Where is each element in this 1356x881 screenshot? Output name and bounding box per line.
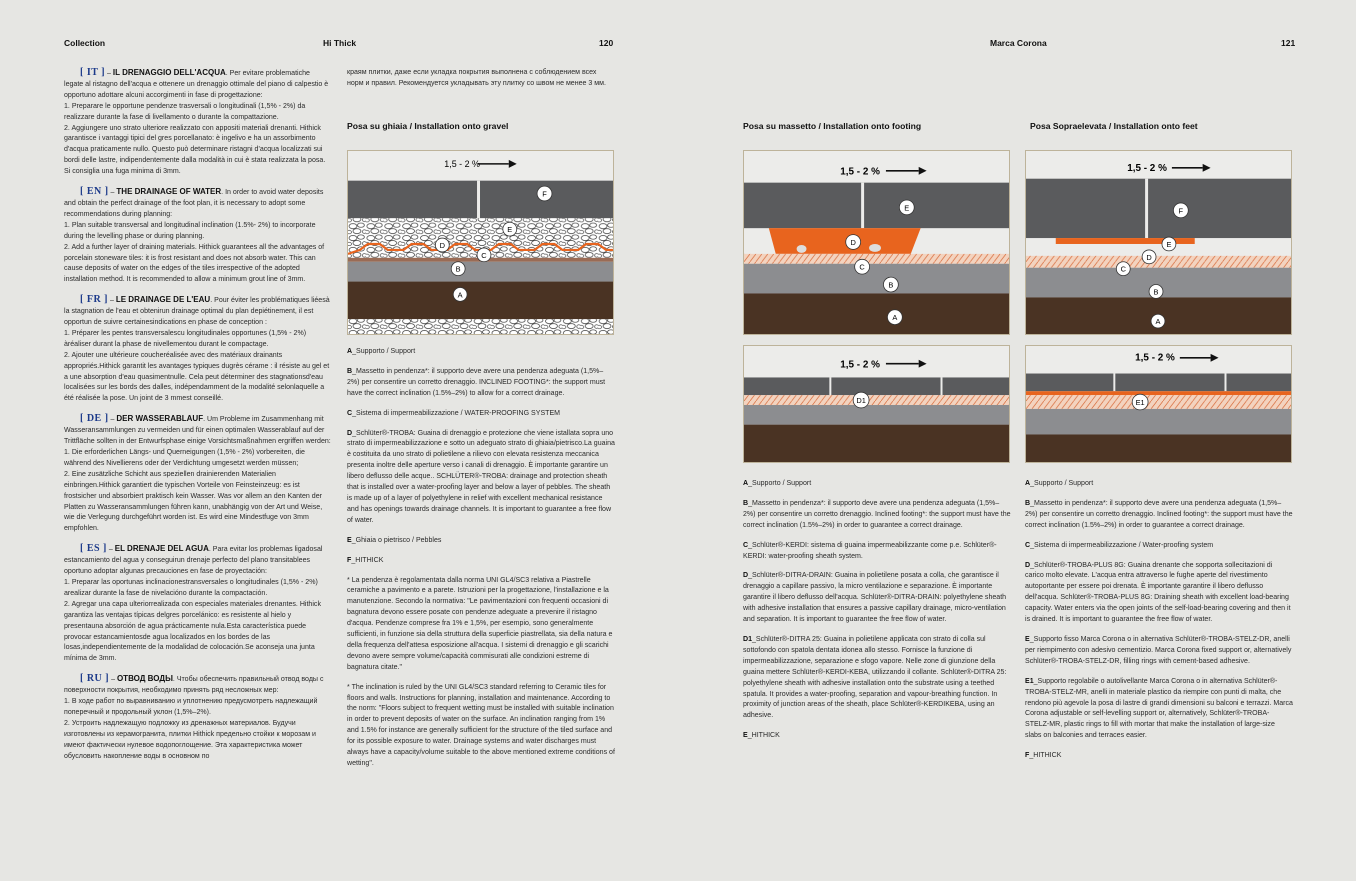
legend-item-e: E_Ghiaia o pietrisco / Pebbles — [347, 536, 442, 544]
marker-e1 — [1132, 394, 1148, 410]
legend-item-c: C_Sistema di impermeabilizzazione / WATER-PROOFING SYSTEM — [347, 409, 561, 417]
svg-text:F: F — [1178, 206, 1184, 216]
heading-en: THE DRAINAGE OF WATER — [116, 187, 222, 197]
svg-text:B: B — [455, 264, 461, 274]
legend-item-a: A_Supporto / Support — [1025, 480, 1094, 487]
section-es: [ ES ] – EL DRENAJE DEL AGUA. Para evitar los problemas ligadosal estancamiento del agua y conseguirun drenaje perfecto del plano transitablees oportuno adoptar algunas precauciones en fase de proyectación: 1. Preparar las oportunas inclinacionestransversales o longitudinales (1,5% - 2%) arealizar durante la fase de nivelacióno durante la compactación. 2. Agregar una capa ulteriorrealizada con especiales materiales drenantes. Hithick garantiza las ventajas típicas delgres porcelánico: es resistente al hielo y presentauna absorción de agua prácticamente nula.Esta característica puede provocar estancamientosde agua localizados en los bordes de las losas,independientemente de la modalidad de colocación.Se aconseja una junta mínima de 3mm. — [64, 544, 331, 665]
svg-text:C: C — [1120, 264, 1126, 274]
marker-e — [503, 222, 517, 236]
svg-text:E: E — [1166, 239, 1172, 249]
legend-item-b: B_Massetto in pendenza*: il supporto deve avere una pendenza adeguata (1,5%–2%) per consentire un corretto drenaggio. INCLINED FOOTING*: the support must have the correct inclination (1.5%–2%) to allow for a correct drainage. — [347, 367, 606, 397]
slope-label: 1,5 - 2 % — [1127, 162, 1167, 174]
heading-ru: ОТВОД ВОДЫ — [116, 674, 173, 684]
svg-text:B: B — [1153, 287, 1159, 297]
legend-feet — [1025, 479, 1293, 771]
footnote-it: * La pendenza è regolamentata dalla norma UNI GL4/SC3 relativa a Piastrelle ceramiche a pavimento e a parete. Istruzioni per la progettazione, l'installazione e la manutenzione. Secondo la normativa: "Le pavimentazioni con frequenti occasioni di bagnatura devono essere posate con pendenze adeguate a prevenire il ristagno d'acqua. Pendenze comprese fra 1% e 1,5%, per esempio, sono generalmente sufficienti, in funzione sia della struttura della superficie piastrellata, sia della natura e della frequenza dell'attesa esposizione all'acqua. I sistemi di drenaggio e gli scarichi devono avere sempre volume/capacità commisurati alle condizioni estreme di bagnatura citate." — [347, 576, 613, 671]
svg-text:A: A — [892, 313, 898, 323]
legend-gravel — [347, 347, 615, 779]
intro-ru: . Чтобы обеспечить правильный отвод воды с поверхности покрытия, необходимо принять ряд несложных мер: — [64, 676, 324, 695]
diagram-footing-ditra — [743, 345, 1010, 463]
marker-a — [453, 288, 467, 302]
legend-item-d: D_Schlüter®-TROBA: Guaina di drenaggio e protezione che viene istallata sopra uno strato di impermeabilizzazione e sotto un adeguato strato di ghiaia/pietrisco.La guaina è costituita da uno strato di polietilene a rilievo con elevata resistenza meccanica presenta inoltre delle aperture verso i canali di drenaggio. È importante garantire un libero deflusso delle acque.. SCHLÜTER®-TROBA: drainage and protection sheath that is installed over a water-proofing layer and below a layer of pebbles. The sheath is made up of a layer of polyethylene in relief with excellent mechanical resistance and has openings towards drainage channels. It is important to guarantee a free flow of water. — [347, 429, 615, 524]
marker-c — [1116, 262, 1130, 276]
list-item: 2. Agregar una capa ulteriorrealizada con especiales materiales drenantes. Hithick garantiza las ventajas típicas delgres porcelánico: es resistente al hielo y presentauna absorción de agua prácticamente nula.Esta característica puede provocar estancamientosde agua localizados en los bordes de las losas,independientemente de la modalidad de colocación.Se aconseja una junta mínima de 3mm. — [64, 600, 321, 663]
legend-item-f: F_HITHICK — [1025, 752, 1062, 760]
legend-item-d: D_Schlüter®-DITRA-DRAIN: Guaina in polietilene posata a colla, che garantisce il drenaggio a capillare passivo, la micro ventilazione e separazione. È importante garantire il libero deflusso dell'acqua. Schlüter®-DITRA-DRAIN: polyethylene sheath with adhesive installation that ensures a passive capillary drainage, micro-ventilation and separation. It is important to guarantee the free flow of water. — [743, 572, 1007, 624]
diagram-gravel — [347, 150, 614, 335]
marker-c — [855, 259, 870, 274]
marker-e — [1162, 237, 1176, 251]
legend-footing — [743, 479, 1011, 751]
lang-tag-es: [ ES ] — [80, 543, 107, 555]
legend-item-c: C_Schlüter®-KERDI: sistema di guaina impermeabilizzante come p.e. Schlüter®-KERDI: water-proofing sheath system. — [743, 541, 997, 560]
list-item: 2. Eine zusätzliche Schicht aus speziellen drainierenden Materialien einbringen.Hithick garantiert die typischen Vorteile von Feinsteinzeug: es ist frostsicher und absorbiert praktisch kein Wasser. Was vor allem an den Kanten der Platten zu Wasseransammlungen führen kann, unabhängig von der Art und Weise, wie die Verlegung durchgeführt worden ist. Es wird eine Mindestfuge von 3mm empfohlen. — [64, 470, 323, 533]
heading-fr: LE DRAINAGE DE L'EAU — [115, 295, 211, 305]
marker-f — [1173, 203, 1188, 218]
list-item: 2. Aggiungere uno strato ulteriore realizzato con appositi materiali drenanti. Hithick garantisce i vantaggi tipici del gres porcellanato: è ingelivo e ha un assorbimento d'acqua praticamente nullo. Questo può determinare ristagni d'acqua localizzati sui bordi delle lastre, indipendentemente dalla modalità in cui è stata realizzata la posa. Si consiglia una fuga minima di 3mm. — [64, 124, 326, 176]
diagram-footing — [743, 150, 1010, 335]
footnote-en: * The inclination is ruled by the UNI GL4/SC3 standard referring to Ceramic tiles for floors and walls. Instructions for planning, installation and maintenance. According to the norm: "Floors subject to frequent wetting must be installed with suitable inclination in order to prevent deposits of water on the surface. An inclination ranging from 1% and 1.5% for instance are generally sufficient for the structure of the tiled surface and for its possible exposure to water. Drainage systems and water discharges must always have a capacity/volume suitable to the above mentioned extreme conditions of wetting". — [347, 683, 615, 767]
intro-it: . Per evitare problematiche legate al ristagno dell'acqua e ottenere un drenaggio ottimale del piano di calpestio è opportuno adottare alcuni accorgimenti in fase di progettazione: — [64, 70, 329, 99]
slope-label: 1,5 - 2 % — [840, 359, 880, 371]
marker-b — [451, 262, 465, 276]
legend-item-a: A_Supporto / Support — [743, 480, 812, 487]
legend-item-b: B_Massetto in pendenza*: il supporto deve avere una pendenza adeguata (1,5%–2%) per consentire un corretto drenaggio. Inclined footing*: the support must have the correct inclination (1.5%–2%) in order to guarantee a correct drainage. — [743, 499, 1011, 529]
section-ru: [ RU ] – ОТВОД ВОДЫ. Чтобы обеспечить правильный отвод воды с поверхности покрытия, необходимо принять ряд несложных мер: 1. В ходе работ по выравниванию и уплотнению предусмотреть надлежащий поперечный и продольный уклон (1,5%–2%). 2. Устроить надлежащую подложку из дренажных материалов. Будучи изготовлены из керамогранита, плитки Hithick предельно стойки к морозам и имеют фактически нулевое водопоглощение. Эта характеристика может обусловить накопление воды в основном по — [64, 674, 331, 762]
header-title: Hi Thick — [323, 38, 357, 48]
section-title-gravel: Posa su ghiaia / Installation onto gravel — [347, 121, 509, 131]
intro-en: . In order to avoid water deposits and obtain the perfect drainage of the foot plan, it is necessary to adopt some recommendations during planning: — [64, 189, 324, 218]
slope-label: 1,5 - 2 % — [840, 166, 880, 178]
marker-f — [537, 186, 552, 201]
ru-continued-text: краям плитки, даже если укладка покрытия выполнена с соблюдением всех норм и правил. Рекомендуется укладывать эту плитку со швом не менее 3 мм. — [347, 69, 606, 87]
header-brand: Marca Corona — [990, 38, 1047, 48]
list-item: 1. Preparare le opportune pendenze trasversali o longitudinali (1,5% - 2%) da realizzare durante la fase di livellamento o durante la compattazione. — [64, 102, 306, 121]
svg-text:D: D — [439, 240, 445, 250]
section-title-footing: Posa su massetto / Installation onto footing — [743, 121, 922, 131]
ditra-drain — [769, 228, 921, 254]
svg-text:E: E — [507, 225, 513, 235]
section-title-feet: Posa Sopraelevata / Installation onto feet — [1030, 121, 1198, 131]
page-number-left: 120 — [599, 38, 614, 48]
marker-c — [477, 248, 491, 262]
drainage-text-column — [64, 68, 331, 771]
svg-text:E1: E1 — [1135, 398, 1145, 407]
list-item: 2. Ajouter une ultérieure coucheréalisée avec des matériaux drainants appropriés.Hithick garantit les avantages typiques dugrès cérame : il résiste au gel et a une absorption d'eau quasimentnulle. Cela peut déterminer des stagnationsd'eau localisées sur les bords des dalles, indépendamment de la modalité selonlaquelle a été réalisée la pose. Un joint de 3 mmest conseillé. — [64, 351, 330, 403]
legend-item-e: E_Supporto fisso Marca Corona o in alternativa Schlüter®-TROBA-STELZ-DR, anelli per riempimento con adesivo cementizio. Marca Corona fixed support or, alternatively Schlüter®-TROBA-STELZ-DR, filling rings with cement-based adhesive. — [1025, 635, 1292, 665]
svg-text:A: A — [1155, 317, 1161, 327]
diagram-feet — [1025, 150, 1292, 335]
legend-item-e1: E1_Supporto regolabile o autolivellante Marca Corona o in alternativa Schlüter®-TROBA-STELZ-MR, anelli in materiale plastico da riempire con punti di malta, che rendono più agevole la posa di lastre di grandi dimensioni su balconi e terrazzi. Marca Corona adjustable or self-levelling support or, alternatively, Schlüter®-TROBA-STELZ-MR, plastic rings to fill with mortar that make the installation of large-size slabs on balconies and terraces easier. — [1025, 677, 1293, 740]
svg-text:B: B — [888, 280, 894, 290]
section-de: [ DE ] – DER WASSERABLAUF. Um Probleme im Zusammenhang mit Wasseransammlungen zu vermeiden und für einen optimalen Wasserablauf auf der Trittfläche sollten in der Entwurfsphase einige Vorsichtsmaßnahmen ergriffen werden: 1. Die erforderlichen Längs- und Querneigungen (1,5% - 2%) vorbereiten, die während des Nivellierens oder der Verdichtung umgesetzt werden müssen; 2. Eine zusätzliche Schicht aus speziellen drainierenden Materialien einbringen.Hithick garantiert die typischen Vorteile von Feinsteinzeug: es ist frostsicher und absorbiert praktisch kein Wasser. Was vor allem an den Kanten der Platten zu Wasseransammlungen führen kann, unabhängig von der Art und Weise, wie die Verlegung durchgeführt worden ist. Es wird eine Mindestfuge von 3mm empfohlen. — [64, 414, 331, 535]
diagram-feet-adjustable — [1025, 345, 1292, 463]
screed-layer — [348, 262, 613, 282]
lang-tag-de: [ DE ] — [80, 413, 109, 425]
ru-continuation — [347, 68, 614, 99]
intro-de: . Um Probleme im Zusammenhang mit Wasseransammlungen zu vermeiden und für einen optimalen Wasserablauf auf der Trittfläche sollten in der Entwurfsphase einige Vorsichtsmaßnahmen ergriffen werden: — [64, 416, 331, 446]
page-number-right: 121 — [1281, 38, 1296, 48]
legend-item-d1: D1_Schlüter®-DITRA 25: Guaina in polietilene applicata con strato di colla sul sottofondo con spatola dentata idonea allo stesso. Fornisce la funzione di impermeabilizzazione, separazione e sfogo vapore. Nelle zone di giunzione della guaina mettere Schlüter®-KERDI-KEBA, utilizzando il collante. Schlüter®-DITRA 25: polyethylene sheath with adhesive installation onto the substrate using a teethed spatula. It provides a water-proofing, separation and vapour-breathing function. In proximity of junction areas of the sheath, place Schlüter®-KERDIKEBA, using an adhesive. — [743, 635, 1007, 720]
marker-a — [887, 310, 902, 325]
lang-tag-ru: [ RU ] — [80, 673, 110, 685]
svg-text:F: F — [542, 189, 547, 199]
slope-label: 1,5 - 2 % — [1135, 352, 1175, 364]
lang-tag-fr: [ FR ] — [80, 294, 108, 306]
list-item: 2. Устроить надлежащую подложку из дренажных материалов. Будучи изготовлены из керамогранита, плитки Hithick предельно стойки к морозам и имеют фактически нулевое водопоглощение. Эта характеристика может обусловить накопление воды в основном по — [64, 719, 316, 760]
header-collection: Collection — [64, 38, 106, 48]
list-item: 1. В ходе работ по выравниванию и уплотнению предусмотреть надлежащий поперечный и продольный уклон (1,5%–2%). — [64, 698, 318, 716]
list-item: 1. Die erforderlichen Längs- und Querneigungen (1,5% - 2%) vorbereiten, die während des Nivellierens oder der Verdichtung umgesetzt werden müssen; — [64, 449, 305, 467]
list-item: 1. Plan suitable transversal and longitudinal inclination (1.5%- 2%) to incorporate during the levelling phase or during planning. — [64, 221, 316, 240]
marker-e — [899, 200, 914, 215]
section-en: [ EN ] – THE DRAINAGE OF WATER. In order to avoid water deposits and obtain the perfect drainage of the foot plan, it is necessary to adopt some recommendations during planning: 1. Plan suitable transversal and longitudinal inclination (1.5%- 2%) to incorporate during the levelling phase or during planning. 2. Add a further layer of draining materials. Hithick guarantees all the advantages of porcelain stoneware tiles: it is frost resistant and does not absorb water. This can cause deposits of water on the edges of the tiles irrespective of the adopted installation method. It is recommended to allow a minimum grout line of 3mm. — [64, 187, 331, 286]
intro-fr: . Pour éviter les problématiques liéesà la stagnation de l'eau et obtenirun drainage optimal du plan depiétinement, il est opportun de suivre certainesindications en phase de conception : — [64, 297, 330, 327]
list-item: 1. Préparer les pentes transversalescu longitudinales opportunes (1,5% - 2%) àréaliser durant la phase de nivellementou durant le compactage. — [64, 329, 307, 348]
svg-text:A: A — [457, 290, 463, 300]
tile-layer — [348, 181, 613, 219]
marker-d1 — [853, 392, 869, 408]
marker-b — [883, 277, 898, 292]
svg-text:C: C — [481, 250, 487, 260]
svg-text:C: C — [859, 262, 865, 272]
svg-text:E: E — [904, 203, 910, 213]
legend-item-b: B_Massetto in pendenza*: il supporto deve avere una pendenza adeguata (1,5%–2%) per consentire un corretto drenaggio. Inclined footing*: the support must have the correct inclination (1.5%–2%) in order to guarantee a correct drainage. — [1025, 499, 1293, 529]
legend-item-f: F_HITHICK — [347, 556, 384, 564]
list-item: 1. Preparar las oportunas inclinacionestransversales o longitudinales (1,5% - 2%) arealizar durante la fase de nivelacióno durante la compactación. — [64, 578, 318, 597]
heading-de: DER WASSERABLAUF — [116, 414, 204, 424]
legend-item-c: C_Sistema di impermeabilizzazione / Water-proofing system — [1025, 541, 1214, 549]
lang-tag-it: [ IT ] — [80, 67, 106, 78]
marker-d — [1142, 250, 1156, 264]
svg-text:D: D — [1146, 252, 1152, 262]
heading-it: IL DRENAGGIO DELL'ACQUA — [112, 68, 226, 77]
legend-item-d: D_Schlüter®-TROBA-PLUS 8G: Guaina drenante che sopporta sollecitazioni di carico molto elevate. L'acqua entra attraverso le fughe aperte del rivestimento autoportante per essere poi drenata. È importante garantire il libero deflusso dell'acqua. Schlüter®-TROBA-PLUS 8G: Draining sheath with excellent load-bearing capacity. Water enters via the open joints of the self-load-bearing covering and then it is drained. It is important to guarantee the free flow of water. — [1025, 561, 1291, 624]
intro-es: . Para evitar los problemas ligadosal estancamiento del agua y conseguirun drenaje perfecto del plano transitablees oportuno adoptar algunas precauciones en fase de proyectación: — [64, 546, 323, 576]
list-item: 2. Add a further layer of draining materials. Hithick guarantees all the advantages of porcelain stoneware tiles: it is frost resistant and does not absorb water. This can cause deposits of water on the edges of the tiles irrespective of the adopted installation method. It is recommended to allow a minimum grout line of 3mm. — [64, 243, 325, 284]
marker-d — [435, 238, 449, 252]
marker-b — [1149, 285, 1163, 299]
section-fr: [ FR ] – LE DRAINAGE DE L'EAU. Pour éviter les problématiques liéesà la stagnation de l'eau et obtenirun drainage optimal du plan depiétinement, il est opportun de suivre certainesindications en phase de conception : 1. Préparer les pentes transversalescu longitudinales opportunes (1,5% - 2%) àréaliser durant la phase de nivellementou durant le compactage. 2. Ajouter une ultérieure coucheréalisée avec des matériaux drainants appropriés.Hithick garantit les avantages typiques dugrès cérame : il résiste au gel et a une absorption d'eau quasimentnulle. Cela peut déterminer des stagnationsd'eau localisées sur les bords des dalles, indépendamment de la modalité selonlaquelle a été réalisée la pose. Un joint de 3 mmest conseillé. — [64, 295, 331, 405]
heading-es: EL DRENAJE DEL AGUA — [114, 544, 209, 554]
marker-a — [1151, 314, 1165, 328]
svg-text:D1: D1 — [856, 396, 866, 406]
lang-tag-en: [ EN ] — [80, 186, 109, 198]
support-layer — [348, 282, 613, 320]
legend-item-a: A_Supporto / Support — [347, 348, 416, 355]
section-it: [ IT ] – IL DRENAGGIO DELL'ACQUA. Per evitare problematiche legate al ristagno dell'acqua e ottenere un drenaggio ottimale del piano di calpestio è opportuno adottare alcuni accorgimenti in fase di progettazione: 1. Preparare le opportune pendenze trasversali o longitudinali (1,5% - 2%) da realizzare durante la fase di livellamento o durante la compattazione. 2. Aggiungere uno strato ulteriore realizzato con appositi materiali drenanti. Hithick garantisce i vantaggi tipici del gres porcellanato: è ingelivo e ha un assorbimento d'acqua praticamente nullo. Questo può determinare ristagni d'acqua localizzati sui bordi delle lastre, indipendentemente dalla modalità in cui è stata realizzata la posa. Si consiglia una fuga minima di 3mm. — [64, 68, 331, 178]
legend-item-e: E_HITHICK — [743, 732, 780, 740]
svg-text:D: D — [850, 237, 856, 247]
marker-d — [846, 235, 861, 250]
slope-label: 1,5 - 2 % — [444, 158, 480, 169]
